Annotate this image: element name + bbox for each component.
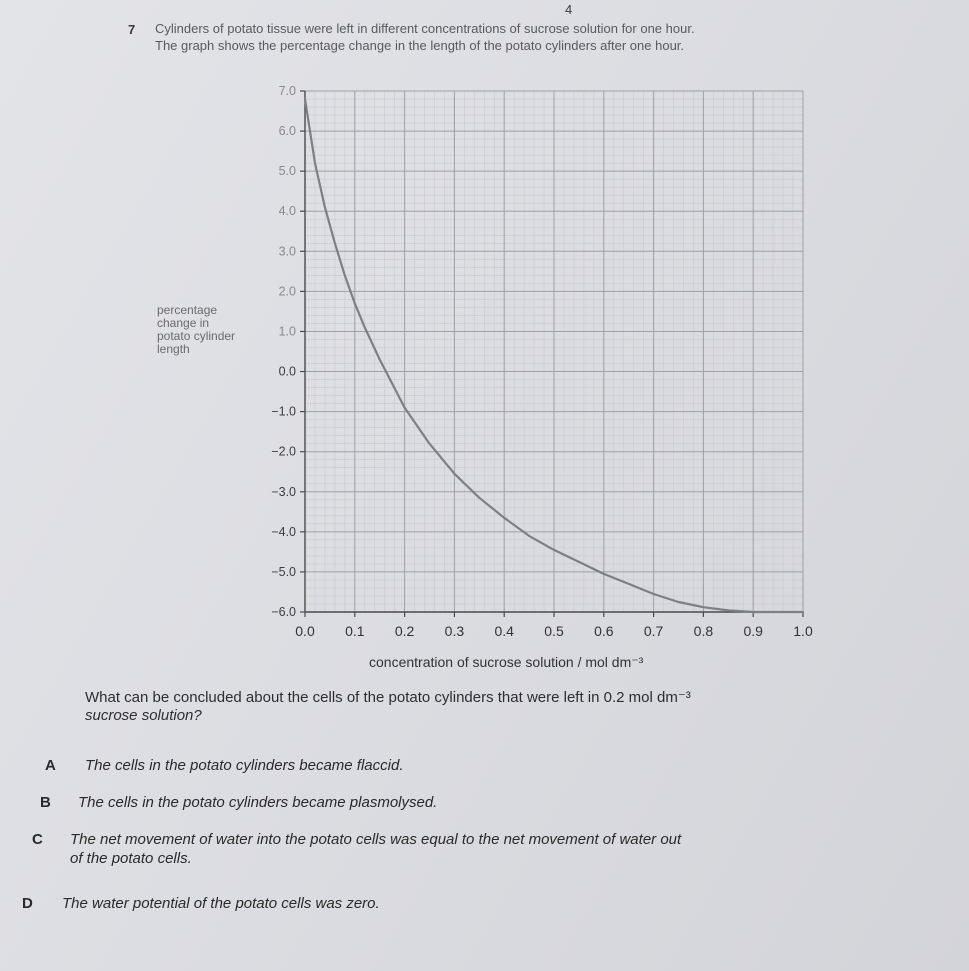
x-tick-label: 0.0: [295, 623, 315, 639]
option-b[interactable]: [40, 793, 920, 815]
x-tick-label: 0.7: [643, 623, 664, 639]
y-tick-label: 6.0: [278, 124, 296, 139]
y-tick-label: −6.0: [271, 605, 296, 619]
x-tick-label: 0.4: [494, 623, 514, 639]
x-tick-label: 0.2: [394, 623, 415, 639]
option-c[interactable]: [32, 830, 942, 872]
option-d[interactable]: [22, 894, 922, 916]
x-tick-label: 0.6: [594, 623, 614, 639]
question-line: What can be concluded about the cells of the potato cylinders that were left in 0.2 mol dm⁻³: [85, 689, 691, 706]
option-d-text: The water potential of the potato cells was zero.: [62, 895, 380, 912]
question-line: sucrose solution?: [85, 707, 202, 724]
y-tick-label: −2.0: [271, 444, 296, 459]
y-axis-label-line: change in: [157, 316, 210, 330]
option-c-letter: C: [32, 831, 43, 848]
question-text: [85, 689, 945, 725]
y-tick-label: 2.0: [278, 284, 296, 299]
x-axis-label: concentration of sucrose solution / mol dm⁻³: [369, 654, 644, 670]
y-tick-labels: [271, 84, 305, 619]
x-tick-label: 0.1: [345, 623, 365, 639]
x-tick-label: 0.8: [693, 623, 714, 639]
option-b-letter: B: [40, 794, 51, 811]
y-tick-label: −3.0: [271, 484, 296, 499]
y-tick-label: 7.0: [278, 84, 296, 98]
option-c-text-line-1: The net movement of water into the potato cells was equal to the net movement of water out: [70, 831, 682, 848]
y-tick-label: 5.0: [278, 164, 296, 179]
intro-line: The graph shows the percentage change in the length of the potato cylinders after one hour.: [155, 38, 685, 53]
option-c-text-line-2: of the potato cells.: [70, 850, 192, 867]
y-tick-label: −1.0: [271, 404, 296, 419]
major-grid: [305, 91, 803, 612]
page-number: 4: [565, 2, 573, 17]
x-tick-labels: [295, 612, 813, 639]
y-axis-label-line: percentage: [157, 303, 218, 317]
y-tick-label: −4.0: [271, 524, 296, 539]
option-a-letter: A: [45, 757, 56, 774]
y-axis-label-line: potato cylinder: [157, 329, 236, 343]
intro-line: Cylinders of potato tissue were left in different concentrations of sucrose solution for one hour.: [155, 21, 695, 36]
x-tick-label: 0.3: [444, 623, 465, 639]
y-tick-label: −5.0: [271, 564, 296, 579]
option-b-text: The cells in the potato cylinders became plasmolysed.: [78, 794, 438, 811]
x-tick-label: 1.0: [793, 623, 813, 639]
x-tick-label: 0.5: [544, 623, 564, 639]
y-tick-label: 0.0: [278, 364, 296, 379]
y-tick-label: 1.0: [278, 324, 296, 339]
question-number: 7: [128, 22, 136, 37]
option-a[interactable]: [45, 756, 925, 778]
x-tick-label: 0.9: [743, 623, 763, 639]
option-a-text: The cells in the potato cylinders became flaccid.: [85, 757, 404, 774]
option-d-letter: D: [22, 895, 33, 912]
y-axis-label-line: length: [157, 342, 190, 356]
y-tick-label: 3.0: [278, 244, 296, 259]
y-tick-label: 4.0: [278, 204, 296, 219]
